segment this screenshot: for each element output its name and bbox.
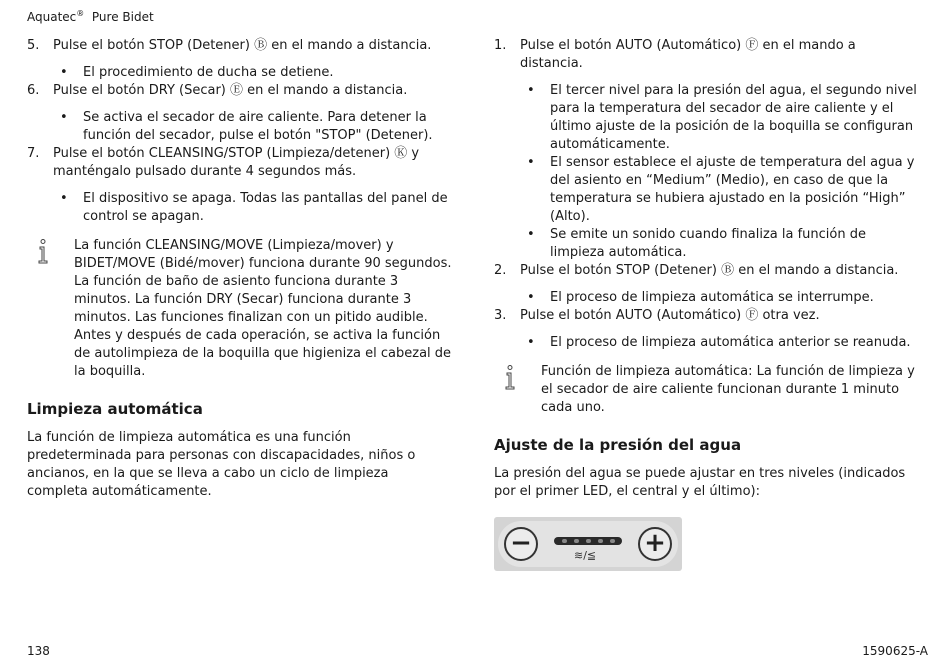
led-indicator [574,539,579,543]
step-6 [27,82,452,100]
bullet-text: El proceso de limpieza automática anterior se reanuda. [550,335,911,350]
step-1 [494,37,919,73]
bullet-dot: • [527,227,535,242]
bullet-text: El dispositivo se apaga. Todas las pantallas del panel de control se apagan. [83,191,448,224]
step-text: Pulse el botón CLEANSING/STOP (Limpieza/detener) Ⓚ y manténgalo pulsado durante 4 segundos más. [53,146,420,179]
bullet-text: El tercer nivel para la presión del agua, el segundo nivel para la temperatura del secador de aire caliente y el último ajuste de la posición de la boquilla se configuran automáticamente. [550,83,917,152]
info-icon [504,365,516,391]
bullet-dot: • [60,110,68,125]
note-text: Función de limpieza automática: La función de limpieza y el secador de aire caliente funcionan durante 1 minuto cada uno. [541,364,915,415]
section-heading-water-pressure: Ajuste de la presión del agua [494,436,742,454]
led-indicator [598,539,603,543]
bullet-item [27,64,452,82]
bullet-item [494,289,919,307]
bullet-text: El proceso de limpieza automática se interrumpe. [550,290,874,305]
bullet-item [27,109,452,145]
section-heading-auto-clean: Limpieza automática [27,400,203,418]
bullet-dot: • [527,155,535,170]
section-paragraph: La presión del agua se puede ajustar en tres niveles (indicados por el primer LED, el central y el último): [494,466,906,499]
led-indicator [562,539,567,543]
right-column [494,37,919,571]
bullet-item [494,82,919,154]
step-5 [27,37,452,55]
step-text: Pulse el botón DRY (Secar) Ⓔ en el mando a distancia. [53,83,408,98]
step-number: 3. [494,308,507,323]
bullet-item [494,226,919,262]
step-number: 1. [494,38,507,53]
step-number: 7. [27,146,40,161]
bullet-item [27,190,452,226]
page-number: 138 [27,644,50,658]
plus-button-icon: + [638,527,672,561]
bullet-dot: • [60,65,68,80]
step-text: Pulse el botón STOP (Detener) Ⓑ en el mando a distancia. [520,263,899,278]
brand-name: Aquatec [27,10,77,24]
step-number: 6. [27,83,40,98]
bullet-text: El procedimiento de ducha se detiene. [83,65,334,80]
bullet-text: Se activa el secador de aire caliente. Para detener la función del secador, pulse el botón "STOP" (Detener). [83,110,433,143]
bullet-dot: • [527,335,535,350]
led-bar [554,537,622,545]
page-header [27,5,154,26]
step-text: Pulse el botón AUTO (Automático) Ⓕ en el mando a distancia. [520,38,856,71]
bullet-dot: • [60,191,68,206]
step-7 [27,145,452,181]
minus-button-icon: − [504,527,538,561]
document-code: 1590625-A [862,644,928,658]
bullet-item [494,154,919,226]
bullet-item [494,334,919,352]
step-3 [494,307,919,325]
led-indicator [610,539,615,543]
step-2 [494,262,919,280]
info-icon [37,239,49,265]
step-text: Pulse el botón STOP (Detener) Ⓑ en el mando a distancia. [53,38,432,53]
info-note [494,363,919,417]
info-note [27,237,452,381]
step-number: 2. [494,263,507,278]
registered-mark: ® [76,9,85,18]
led-indicator [586,539,591,543]
bullet-dot: • [527,290,535,305]
pressure-control-panel-illustration [494,517,682,571]
water-pressure-symbol: ≋/≦ [574,549,597,562]
bullet-text: El sensor establece el ajuste de temperatura del agua y del asiento en “Medium” (Medio), en caso de que la temperatura se hubiera ajustado en la posición “High” (Alto). [550,155,915,224]
note-text: La función CLEANSING/MOVE (Limpieza/mover) y BIDET/MOVE (Bidé/mover) funciona durante 90 segundos. La función de baño de asiento funciona durante 3 minutos. La función DRY (Secar) funciona durante 3 minutos. Las funciones finalizan con un pitido audible. Antes y después de cada operación, se activa la función de autolimpieza de la boquilla que higieniza el cabezal de la boquilla. [74,238,452,379]
step-number: 5. [27,38,40,53]
step-text: Pulse el botón AUTO (Automático) Ⓕ otra vez. [520,308,820,323]
bullet-text: Se emite un sonido cuando finaliza la función de limpieza automática. [550,227,866,260]
bullet-dot: • [527,83,535,98]
section-paragraph: La función de limpieza automática es una función predeterminada para personas con discapacidades, niños o ancianos, en la que se lleva a cabo un ciclo de limpieza completa automáticamente. [27,430,416,499]
left-column [27,37,452,501]
panel-face [498,521,678,567]
product-name: Pure Bidet [91,10,154,24]
